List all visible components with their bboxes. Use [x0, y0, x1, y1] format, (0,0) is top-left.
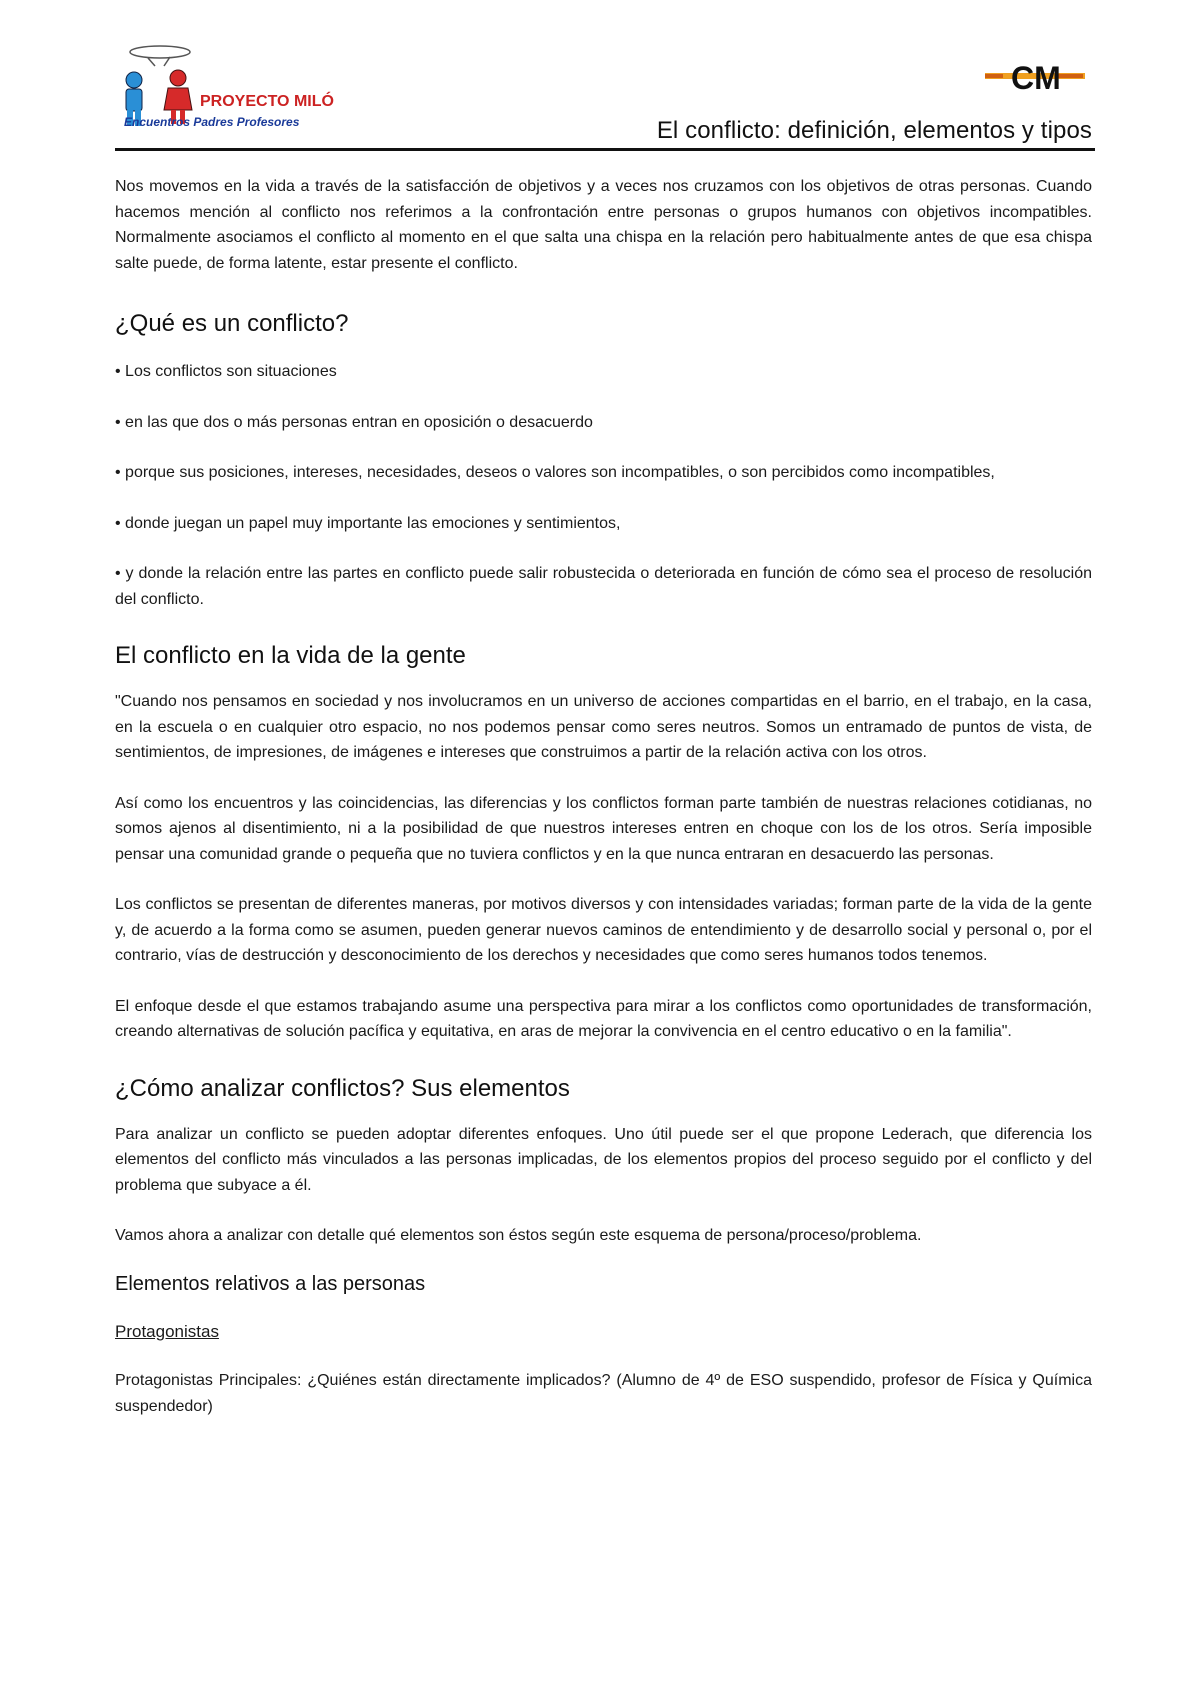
body-paragraph: El enfoque desde el que estamos trabajando asume una perspectiva para mirar a los conflictos como oportunidades de transformación, creando alternativas de solución pacífica y equitativa, en aras de mejorar la convivencia en el centro educativo o en la familia". — [115, 997, 1092, 1040]
page-title: El conflicto: definición, elementos y tipos — [656, 117, 1092, 144]
heading-conflicto-vida: El conflicto en la vida de la gente — [115, 642, 466, 669]
subheading-elementos-personas: Elementos relativos a las personas — [115, 1272, 426, 1295]
body-paragraph: Protagonistas Principales: ¿Quiénes están directamente implicados? (Alumno de 4º de ESO suspendido, profesor de Física y Química suspendedor) — [115, 1372, 1092, 1415]
heading-analizar-conflictos: ¿Cómo analizar conflictos? Sus elementos — [115, 1074, 570, 1102]
heading-que-es-conflicto: ¿Qué es un conflicto? — [115, 310, 349, 337]
bullet-item: • donde juegan un papel muy importante las emociones y sentimientos, — [115, 514, 621, 532]
intro-paragraph: Nos movemos en la vida a través de la satisfacción de objetivos y a veces nos cruzamos con los objetivos de otras personas. Cuando hacemos mención al conflicto nos referimos a la confrontación entre personas o grupos humanos con objetivos incompatibles. Normalmente asociamos el conflicto al momento en el que salta una chispa en la relación pero habitualmente antes de que esa chispa salte puede, de forma latente, estar presente el conflicto. — [115, 178, 1092, 272]
cm-logo — [985, 55, 1095, 95]
document-body — [115, 174, 1092, 1419]
svg-text:Encuentros Padres Profesores: Encuentros Padres Profesores — [124, 115, 300, 129]
svg-text:PROYECTO MILÓ: PROYECTO MILÓ — [200, 93, 334, 110]
body-paragraph: Para analizar un conflicto se pueden adoptar diferentes enfoques. Uno útil puede ser el que propone Lederach, que diferencia los elementos del conflicto más vinculados a las personas implicadas, de los elementos propios del proceso seguido por el conflicto y del problema que subyace a él. — [115, 1125, 1092, 1194]
bullet-item: • en las que dos o más personas entran en oposición o desacuerdo — [115, 413, 593, 431]
bullet-item: • y donde la relación entre las partes en conflicto puede salir robustecida o deteriorada en función de cómo sea el proceso de resolución del conflicto. — [115, 565, 1092, 608]
bullet-item: • porque sus posiciones, intereses, necesidades, deseos o valores son incompatibles, o son percibidos como incompatibles, — [115, 464, 995, 481]
body-paragraph: Así como los encuentros y las coincidencias, las diferencias y los conflictos forman parte también de nuestras relaciones cotidianas, no somos ajenos al disentimiento, ni a la posibilidad de que nuestros intereses entren en choque con los de los otros. Sería imposible pensar una comunidad grande o pequeña que no tuviera conflictos y en la que nunca entraran en desacuerdo las personas. — [115, 794, 1092, 863]
bullet-item: • Los conflictos son situaciones — [115, 363, 337, 380]
body-paragraph: Los conflictos se presentan de diferentes maneras, por motivos diversos y con intensidades variadas; forman parte de la vida de la gente y, de acuerdo a la forma como se asumen, pueden generar nuevos caminos de entendimiento y de desarrollo social y personal o, por el contrario, vías de destrucción y desconocimiento de los derechos y necesidades que como seres humanos todos tenemos. — [115, 896, 1092, 964]
header-divider — [115, 148, 1095, 151]
svg-text:CM: CM — [1011, 60, 1061, 95]
subheading-protagonistas: Protagonistas — [115, 1321, 219, 1341]
body-paragraph: Vamos ahora a analizar con detalle qué elementos son éstos según este esquema de persona/proceso/problema. — [115, 1227, 922, 1244]
body-paragraph: "Cuando nos pensamos en sociedad y nos involucramos en un universo de acciones compartidas en el barrio, en el trabajo, en la casa, en la escuela o en cualquier otro espacio, no nos podemos pensar como seres neutros. Somos un entramado de puntos de vista, de sentimientos, de impresiones, de imágenes e intereses que construimos a partir de la relación activa con los otros. — [115, 693, 1092, 761]
